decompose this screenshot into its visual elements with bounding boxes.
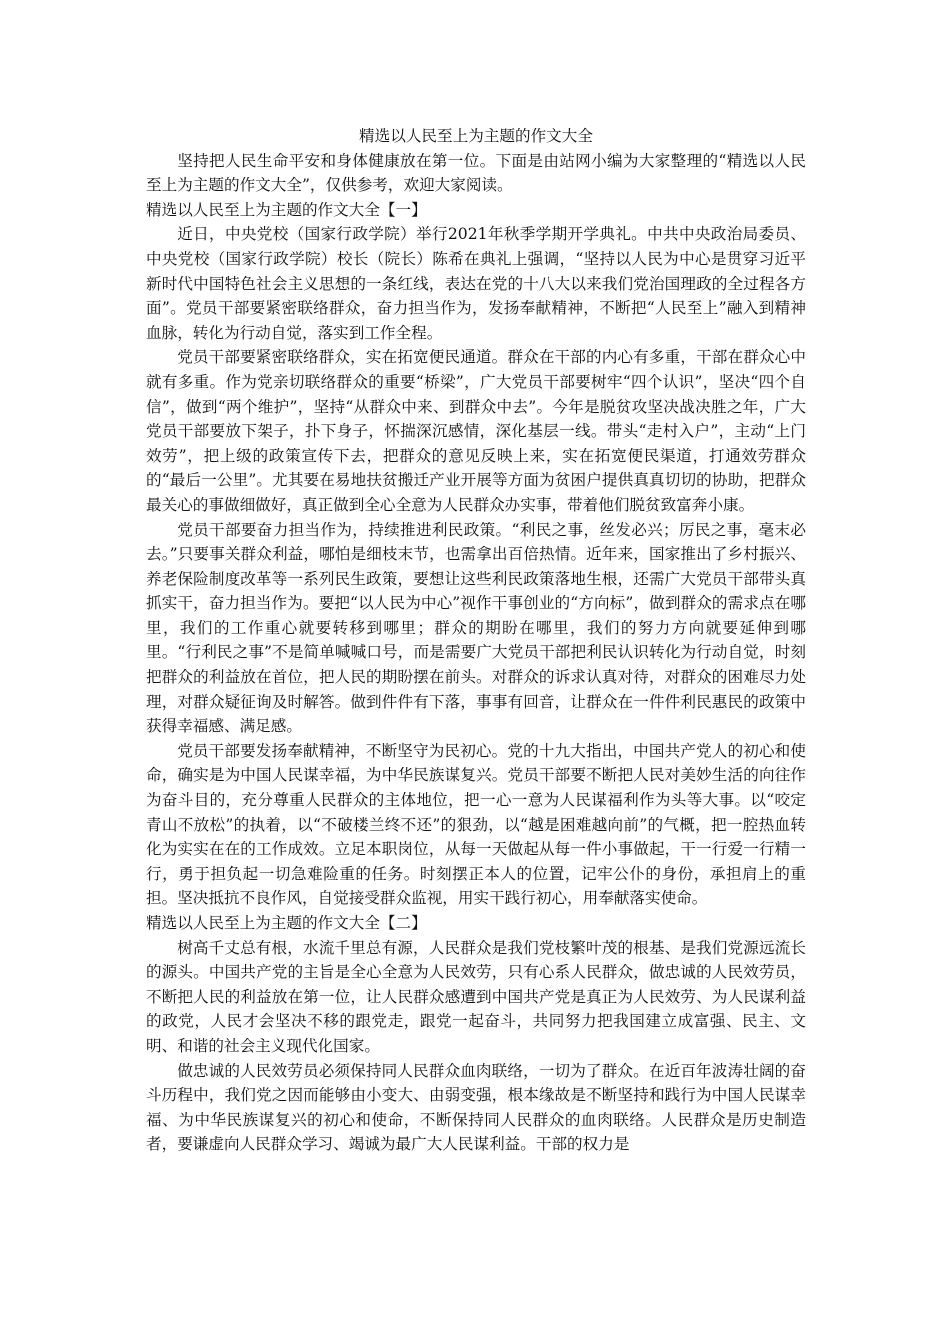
section-1-paragraph-1: 近日，中央党校（国家行政学院）举行2021年秋季学期开学典礼。中共中央政治局委员、中央党校（国家行政学院）校长（院长）陈希在典礼上强调，“坚持以人民为中心是贯穿习近平新时代中国特色社会主义思想的一条红线，表达在党的十八大以来我们党治国理政的全过程各方面”。党员干部要紧密联络群众，奋力担当作为，发扬奉献精神，不断把“人民至上”融入到精神血脉，转化为行动自觉，落实到工作全程。 <box>146 225 806 342</box>
section-1-paragraph-4: 党员干部要发扬奉献精神，不断坚守为民初心。党的十九大指出，中国共产党人的初心和使命，确实是为中国人民谋幸福，为中华民族谋复兴。党员干部要不断把人民对美妙生活的向往作为奋斗目的，充分尊重人民群众的主体地位，把一心一意为人民谋福利作为头等大事。以“咬定青山不放松”的执着，以“不破楼兰终不还”的狠劲，以“越是困难越向前”的气概，把一腔热血转化为实实在在的工作成效。立足本职岗位，从每一天做起从每一件小事做起，干一行爱一行精一行，勇于担负起一切急难险重的任务。时刻摆正本人的位置，记牢公仆的身份，承担肩上的重担。坚决抵抗不良作风，自觉接受群众监视，用实干践行初心，用奉献落实使命。 <box>146 741 806 908</box>
document-page <box>146 124 806 1157</box>
section-1-paragraph-3: 党员干部要奋力担当作为，持续推进利民政策。“利民之事，丝发必兴；厉民之事，毫末必去。”只要事关群众利益，哪怕是细枝末节，也需拿出百倍热情。近年来，国家推出了乡村振兴、养老保险制度改革等一系列民生政策，要想让这些利民政策落地生根，还需广大党员干部带头真抓实干，奋力担当作为。要把“以人民为中心”视作干事创业的“方向标”，做到群众的需求点在哪里，我们的工作重心就要转移到哪里；群众的期盼在哪里，我们的努力方向就要延伸到哪里。“行利民之事”不是简单喊喊口号，而是需要广大党员干部把利民认识转化为行动自觉，时刻把群众的利益放在首位，把人民的期盼摆在前头。对群众的诉求认真对待，对群众的困难尽力处理，对群众疑征询及时解答。做到件件有下落，事事有回音，让群众在一件件利民惠民的政策中获得幸福感、满足感。 <box>146 520 806 736</box>
section-2-paragraph-1: 树高千丈总有根，水流千里总有源，人民群众是我们党枝繁叶茂的根基、是我们党源远流长的源头。中国共产党的主旨是全心全意为人民效劳，只有心系人民群众，做忠诚的人民效劳员，不断把人民的利益放在第一位，让人民群众感遭到中国共产党是真正为人民效劳、为人民谋利益的政党，人民才会坚决不移的跟党走，跟党一起奋斗，共同努力把我国建立成富强、民主、文明、和谐的社会主义现代化国家。 <box>146 938 806 1055</box>
section-2-paragraph-2: 做忠诚的人民效劳员必须保持同人民群众血肉联络，一切为了群众。在近百年波涛壮阔的奋斗历程中，我们党之因而能够由小变大、由弱变强，根本缘故是不断坚持和践行为中国人民谋幸福、为中华民族谋复兴的初心和使命，不断保持同人民群众的血肉联络。人民群众是历史制造者，要谦虚向人民群众学习、竭诚为最广大人民谋利益。干部的权力是 <box>146 1061 806 1154</box>
section-heading-2: 精选以人民至上为主题的作文大全【二】 <box>146 914 427 932</box>
document-title: 精选以人民至上为主题的作文大全 <box>359 127 593 145</box>
section-1-paragraph-2: 党员干部要紧密联络群众，实在拓宽便民通道。群众在干部的内心有多重，干部在群众心中就有多重。作为党亲切联络群众的重要“桥梁”，广大党员干部要树牢“四个认识”，坚决“四个自信”，做到“两个维护”，坚持“从群众中来、到群众中去”。今年是脱贫攻坚决战决胜之年，广大党员干部要放下架子，扑下身子，怀揣深沉感情，深化基层一线。带头“走村入户”，主动“上门效劳”，把上级的政策宣传下去，把群众的意见反映上来，实在拓宽便民渠道，打通效劳群众的“最后一公里”。尤其要在易地扶贫搬迁产业开展等方面为贫困户提供真真切切的协助，把群众最关心的事做细做好，真正做到全心全意为人民群众办实事，带着他们脱贫致富奔小康。 <box>146 348 806 514</box>
intro-paragraph: 坚持把人民生命平安和身体健康放在第一位。下面是由站网小编为大家整理的“精选以人民至上为主题的作文大全”，仅供参考，欢迎大家阅读。 <box>146 151 806 195</box>
section-heading-1: 精选以人民至上为主题的作文大全【一】 <box>146 200 427 219</box>
